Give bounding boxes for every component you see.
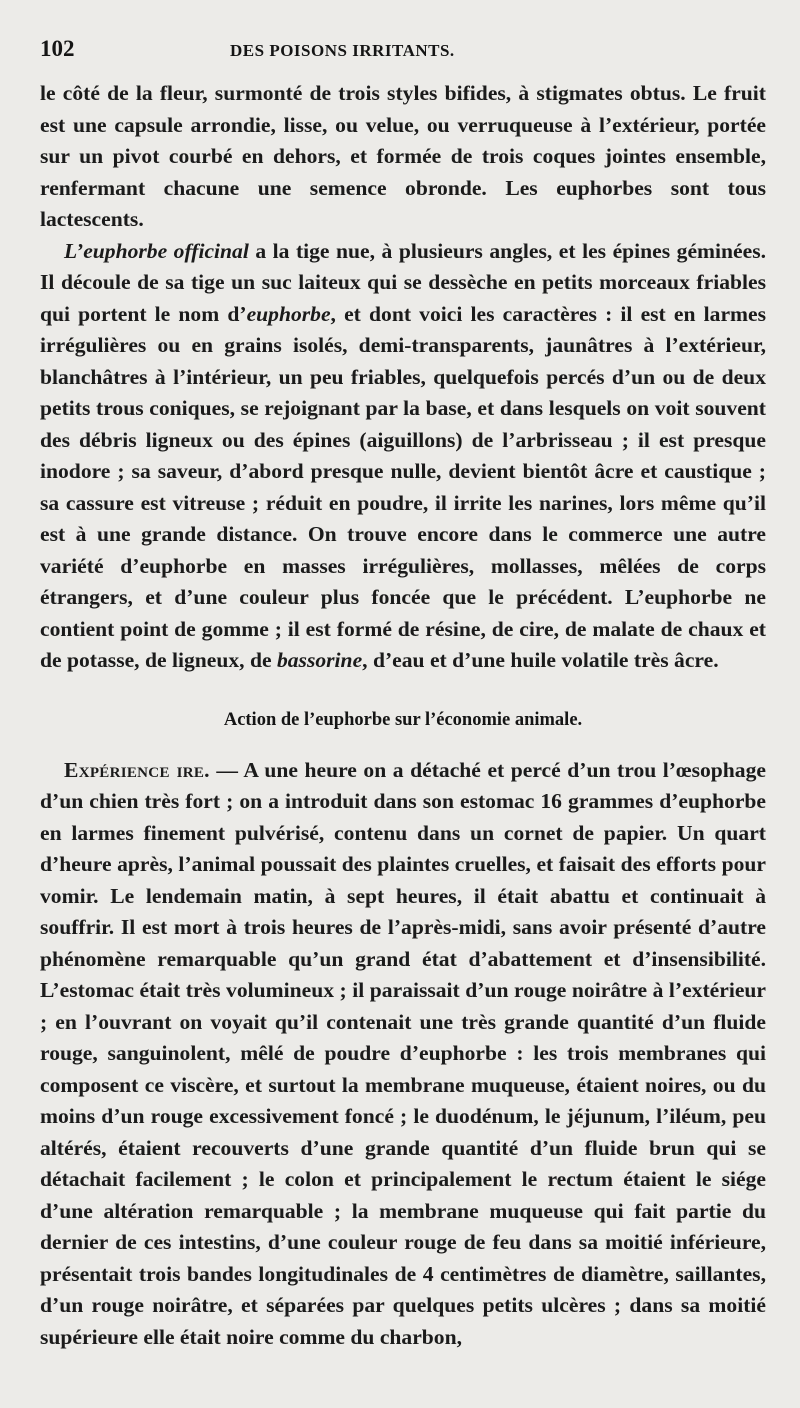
term-bassorine: bassorine [276,648,363,672]
paragraph-euphorbe-officinal [40,236,766,677]
running-head [40,36,766,70]
paragraph-text-part-a: a la tige nue, à plusieurs angles, et les épines géminées. Il découle de sa tige un suc laiteux qui se dessèche en petits morceaux friables qui portent le nom d’ [40,238,767,326]
paragraph-text-part-c: , d’eau et d’une huile volatile très âcre. [362,648,719,672]
page-number: 102 [40,36,75,61]
term-euphorbe-officinal: L’euphorbe officinal [64,238,249,263]
experience-label: Expérience ire. [64,757,210,782]
experience-text: — A une heure on a détaché et percé d’un trou l’œsophage d’un chien très fort ; on a introduit dans son estomac 16 grammes d’euphorbe en larmes finement pulvérisé, contenu dans un cornet de papier. Un quart d’heure après, l’animal poussait des plaintes cruelles, et faisait des efforts pour vomir. Le lendemain matin, à sept heures, il était abattu et continuait à souffrir. Il est mort à trois heures de l’après-midi, sans avoir présenté d’autre phénomène remarquable qu’un grand état d’abattement et d’insensibilité. L’estomac était très volumineux ; il paraissait d’un rouge noirâtre à l’extérieur ; en l’ouvrant on voyait qu’il contenait une très grande quantité d’un fluide rouge, sanguinolent, mêlé de poudre d’euphorbe : les trois membranes qui composent ce viscère, et surtout la membrane muqueuse, étaient noires, ou du moins d’un rouge excessivement foncé ; le duodénum, le jéjunum, l’iléum, peu altérés, étaient recouverts d’une grande quantité d’un fluide brun qui se détachait facilement ; le colon et principalement le rectum étaient le siége d’une altération remarquable ; la membrane muqueuse qui fait partie du dernier de ces intestins, d’une couleur rouge de feu dans sa moitié inférieure, présentait trois bandes longitudinales de 4 centimètres de diamètre, saillantes, d’un rouge noirâtre, et séparées par quelques petits ulcères ; dans sa moitié supérieure elle était noire comme du charbon, [40,757,766,1349]
paragraph-text-part-b: , et dont voici les caractères : il est en larmes irrégulières ou en grains isolés, demi-transparents, jaunâtres à l’extérieur, blanchâtres à l’intérieur, un peu friables, quelquefois percés d’un ou de deux petits trous coniques, se rejoignant par la base, et dans lesquels on voit souvent des débris ligneux ou des épines (aiguillons) de l’arbrisseau ; il est presque inodore ; sa saveur, d’abord presque nulle, devient bientôt âcre et caustique ; sa cassure est vitreuse ; réduit en poudre, il irrite les narines, lors même qu’il est à une grande distance. On trouve encore dans le commerce une autre variété d’euphorbe en masses irrégulières, mollasses, mêlées de corps étrangers, et d’une couleur plus foncée que le précédent. L’euphorbe ne contient point de gomme ; il est formé de résine, de cire, de malate de chaux et de potasse, de ligneux, de [40,301,766,672]
section-title: Action de l’euphorbe sur l’économie animale. [223,709,583,730]
paragraph-experience-1 [40,755,766,1354]
running-title: DES POISONS IRRITANTS. [230,41,455,60]
term-euphorbe: euphorbe [246,301,331,326]
paragraph-fruit-description: le côté de la fleur, surmonté de trois styles bifides, à stigmates obtus. Le fruit est une capsule arrondie, lisse, ou velue, ou verruqueuse à l’extérieur, portée sur un pivot courbé en dehors, et formée de trois coques jointes ensemble, renfermant chacune une semence obronde. Les euphorbes sont tous lactescents. [40,81,766,231]
